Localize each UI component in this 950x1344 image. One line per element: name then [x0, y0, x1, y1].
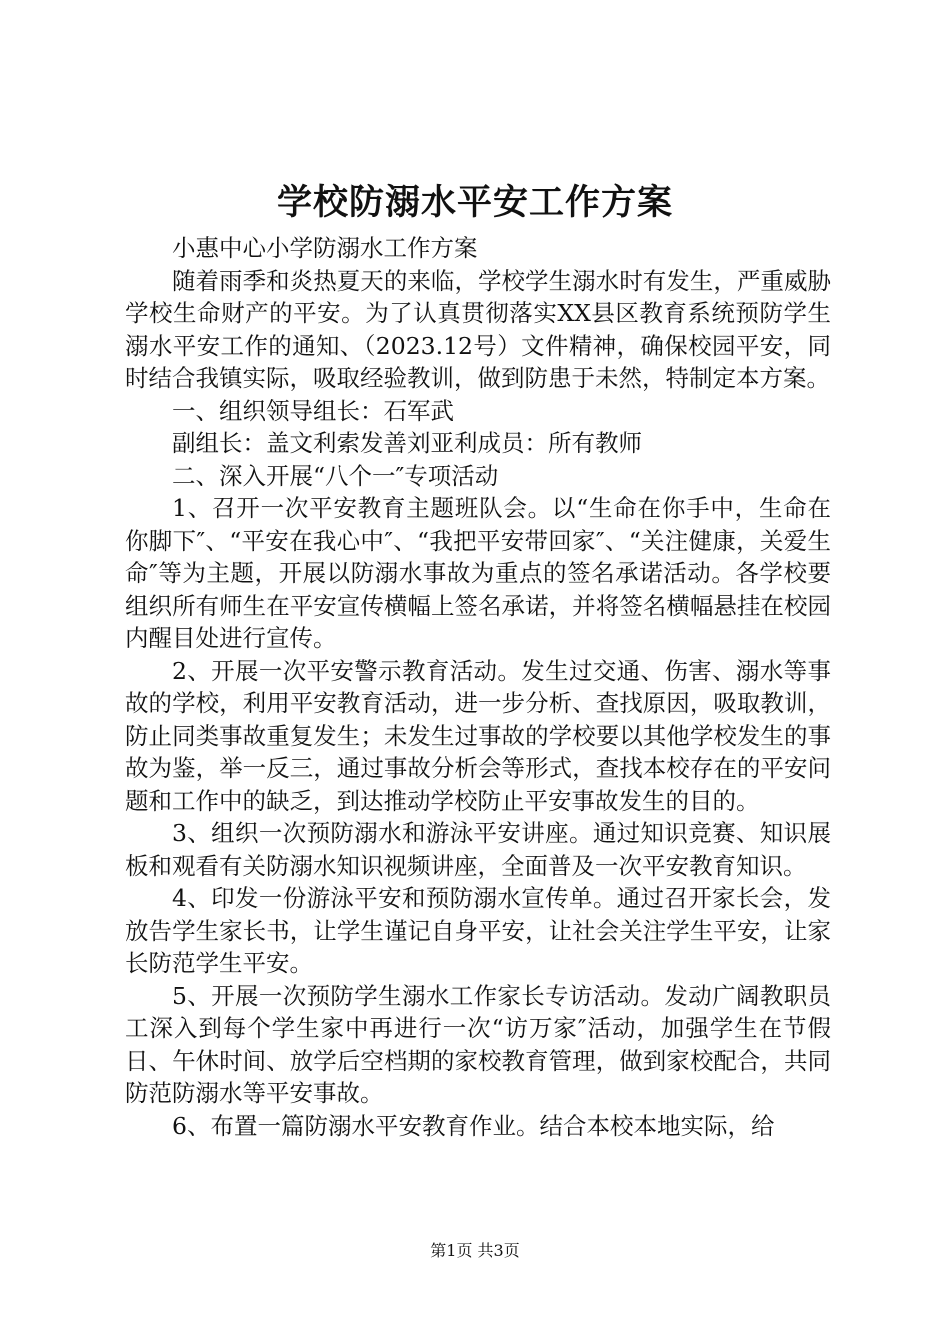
paragraph-item-5: 5、开展一次预防学生溺水工作家长专访活动。发动广阔教职员工深入到每个学生家中再进行一次“访万家″活动，加强学生在节假日、午休时间、放学后空档期的家校教育管理，做到家校配合，共同防范防溺水等平安事故。 — [125, 981, 831, 1107]
paragraph-leader: 一、组织领导组长：石军武 — [172, 396, 454, 425]
paragraph-item-3: 3、组织一次预防溺水和游泳平安讲座。通过知识竞赛、知识展板和观看有关防溺水知识视频讲座，全面普及一次平安教育知识。 — [125, 819, 831, 880]
paragraph-item-4: 4、印发一份游泳平安和预防溺水宣传单。通过召开家长会，发放告学生家长书，让学生谨记自身平安，让社会关注学生平安，让家长防范学生平安。 — [125, 884, 831, 977]
page-number: 第1页 共3页 — [430, 1241, 520, 1260]
paragraph-item-2: 2、开展一次平安警示教育活动。发生过交通、伤害、溺水等事故的学校，利用平安教育活动，进一步分析、查找原因，吸取教训，防止同类事故重复发生；未发生过事故的学校要以其他学校发生的事故为鉴，举一反三，通过事故分析会等形式，查找本校存在的平安问题和工作中的缺乏，到达推动学校防止平安事故发生的目的。 — [125, 656, 831, 815]
paragraph-deputy: 副组长：盖文利索发善刘亚利成员：所有教师 — [172, 429, 642, 457]
paragraph-section-two: 二、深入开展“八个一″专项活动 — [172, 461, 499, 490]
paragraph-intro: 随着雨季和炎热夏天的来临，学校学生溺水时有发生，严重威胁学校生命财产的平安。为了认真贯彻落实XX县区教育系统预防学生溺水平安工作的通知、（2023.12号）文件精神，确保校园平安，同时结合我镇实际，吸取经验教训，做到防患于未然，特制定本方案。 — [125, 266, 831, 392]
paragraph-item-6: 6、布置一篇防溺水平安教育作业。结合本校本地实际，给 — [172, 1111, 775, 1140]
document-title: 学校防溺水平安工作方案 — [276, 182, 673, 223]
document-body — [125, 232, 831, 1142]
paragraph-subtitle: 小惠中心小学防溺水工作方案 — [172, 234, 478, 262]
paragraph-item-1: 1、召开一次平安教育主题班队会。以“生命在你手中，生命在你脚下″、“平安在我心中″、“我把平安带回家″、“关注健康，关爱生命″等为主题，开展以防溺水事故为重点的签名承诺活动。各学校要组织所有师生在平安宣传横幅上签名承诺，并将签名横幅悬挂在校园内醒目处进行宣传。 — [125, 494, 831, 652]
